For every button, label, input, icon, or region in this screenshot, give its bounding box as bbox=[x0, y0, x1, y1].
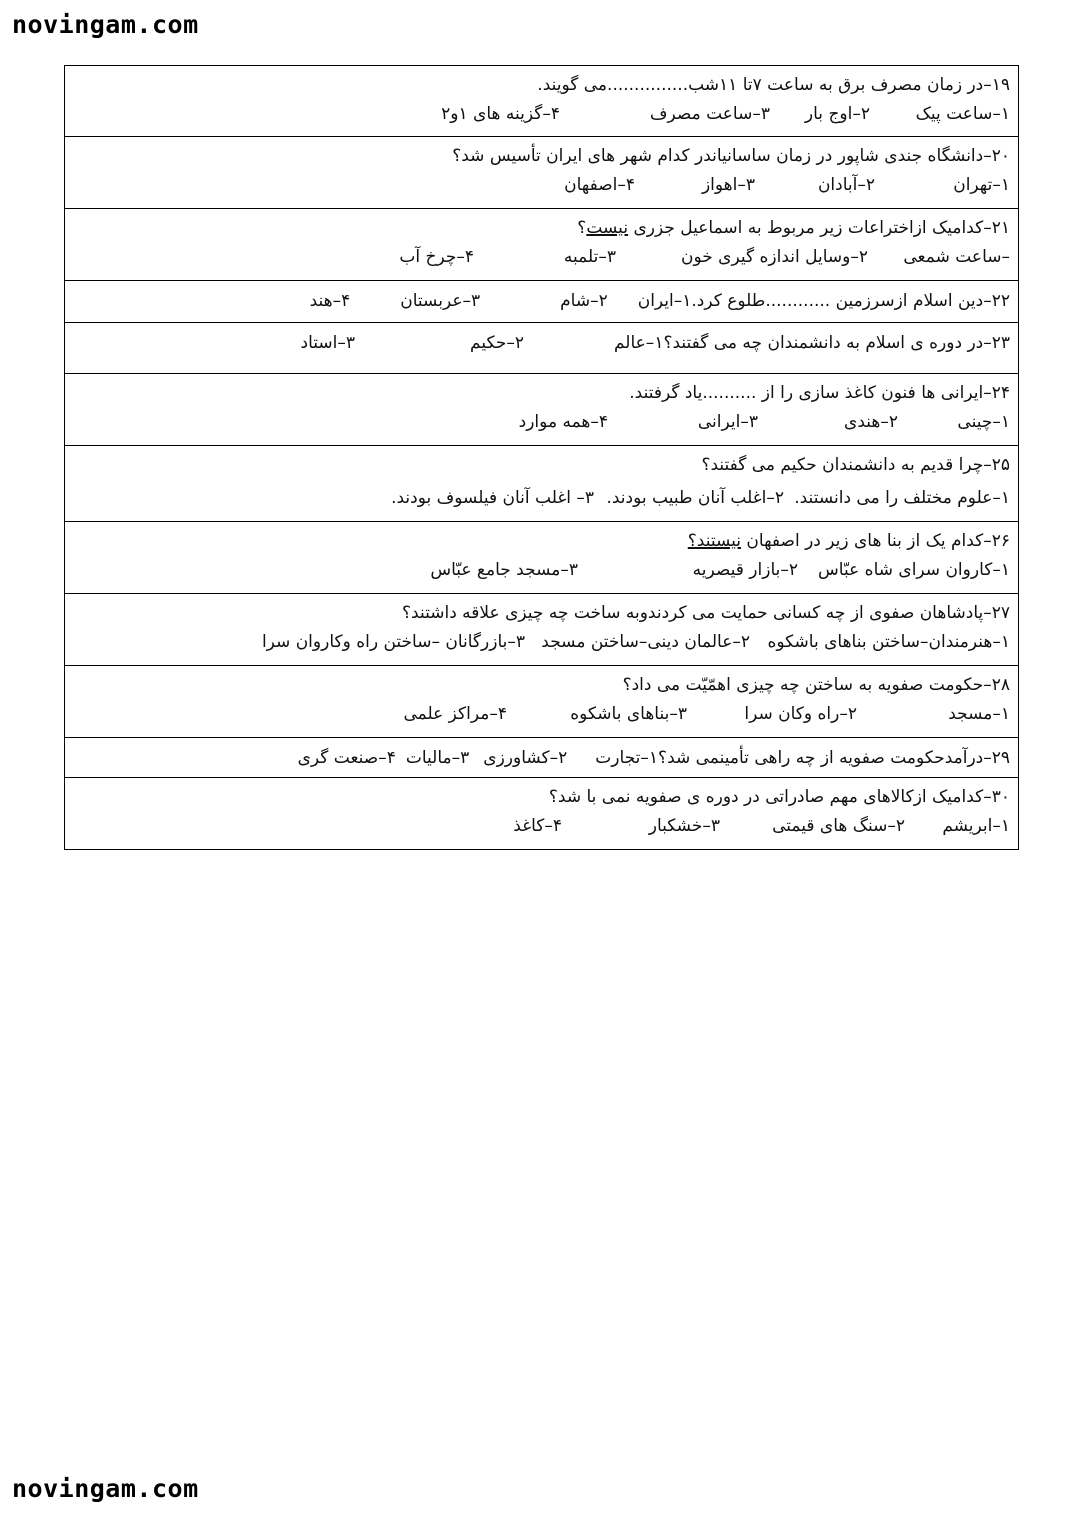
option-2[interactable]: ۲–بازار قیصریه bbox=[692, 560, 798, 580]
option-4[interactable]: ۴–چرخ آب bbox=[399, 247, 474, 267]
options-row bbox=[73, 811, 1010, 841]
question-text bbox=[73, 527, 1010, 555]
options-row bbox=[73, 699, 1010, 729]
question-30 bbox=[65, 778, 1018, 849]
question-19 bbox=[65, 66, 1018, 137]
option-2[interactable]: ۲–عالمان دینی–ساختن مسجد bbox=[541, 632, 750, 652]
option-2[interactable]: ۲–سنگ های قیمتی bbox=[772, 816, 905, 836]
option-1[interactable]: –ساعت شمعی bbox=[903, 247, 1010, 267]
question-text-end: ؟ bbox=[577, 218, 587, 238]
question-text: ۲۰–دانشگاه جندی شاپور در زمان ساسانیاندر کدام شهر های ایران تأسیس شد؟ bbox=[452, 146, 1010, 166]
question-text: ۱۹–در زمان مصرف برق به ساعت ۷تا ۱۱شب...............می گویند. bbox=[537, 75, 1010, 95]
option-3[interactable]: ۳–ساعت مصرف bbox=[649, 104, 770, 124]
option-3[interactable]: ۳–مالیات bbox=[405, 748, 470, 768]
option-4[interactable]: ۴–صنعت گری bbox=[297, 748, 396, 768]
underlined-word: نیست bbox=[586, 218, 629, 238]
option-2[interactable]: ۲–اغلب آنان طبیب بودند. bbox=[606, 488, 784, 508]
question-28 bbox=[65, 666, 1018, 738]
question-text: ۲۳–در دوره ی اسلام به دانشمندان چه می گفتند؟۱–عالم bbox=[613, 333, 1010, 353]
question-25 bbox=[65, 446, 1018, 522]
option-1[interactable]: ۱–هنرمندان–ساختن بناهای باشکوه bbox=[767, 632, 1010, 652]
option-2[interactable]: ۲–راه وکان سرا bbox=[744, 704, 857, 724]
option-1[interactable]: ۱–ابریشم bbox=[942, 816, 1010, 836]
question-line bbox=[73, 286, 1010, 316]
option-4[interactable]: ۴–گزینه های ۱و۲ bbox=[441, 104, 560, 124]
question-line bbox=[73, 328, 1010, 358]
option-1[interactable]: ۱–علوم مختلف را می دانستند. bbox=[794, 488, 1010, 508]
option-3[interactable]: ۳–اهواز bbox=[701, 175, 755, 195]
question-text: ۲۵–چرا قدیم به دانشمندان حکیم می گفتند؟ bbox=[701, 455, 1010, 475]
question-21 bbox=[65, 209, 1018, 281]
option-4[interactable]: ۴–کاغذ bbox=[513, 816, 562, 836]
option-2[interactable]: ۲–شام bbox=[560, 291, 608, 311]
options-row bbox=[73, 242, 1010, 272]
option-4[interactable]: ۴–هند bbox=[309, 291, 351, 311]
option-2[interactable]: ۲–کشاورزی bbox=[483, 748, 568, 768]
option-2[interactable]: ۲–اوج بار bbox=[804, 104, 870, 124]
option-1[interactable]: ۱–چینی bbox=[957, 412, 1010, 432]
question-text: ۲۸–حکومت صفویه به ساختن چه چیزی اهمّیّت می داد؟ bbox=[622, 675, 1010, 695]
options-row bbox=[73, 627, 1010, 657]
option-3[interactable]: ۳–ایرانی bbox=[697, 412, 758, 432]
question-24 bbox=[65, 374, 1018, 446]
option-1[interactable]: ۱–مسجد bbox=[948, 704, 1010, 724]
options-row bbox=[73, 99, 1010, 129]
option-2[interactable]: ۲–آبادان bbox=[817, 175, 875, 195]
question-text: ۲۹–درآمدحکومت صفویه از چه راهی تأمینمی شد؟۱–تجارت bbox=[595, 748, 1010, 768]
option-3[interactable]: ۳–بازرگانان –ساختن راه وکاروان سرا bbox=[261, 632, 525, 652]
option-3[interactable]: ۳–بناهای باشکوه bbox=[570, 704, 687, 724]
option-4[interactable]: ۴–مراکز علمی bbox=[403, 704, 507, 724]
watermark-bottom: novingam.com bbox=[12, 1474, 199, 1503]
options-row bbox=[73, 407, 1010, 437]
option-1[interactable]: ۱–ساعت پیک bbox=[915, 104, 1010, 124]
options-row bbox=[73, 170, 1010, 200]
question-26 bbox=[65, 522, 1018, 594]
question-text: ۲۷–پادشاهان صفوی از چه کسانی حمایت می کردندوبه ساخت چه چیزی علاقه داشتند؟ bbox=[402, 603, 1010, 623]
option-3[interactable]: ۳–استاد bbox=[300, 333, 355, 353]
option-2[interactable]: ۲–حکیم bbox=[470, 333, 524, 353]
question-22 bbox=[65, 281, 1018, 323]
option-3[interactable]: ۳–مسجد جامع عبّاس bbox=[430, 560, 578, 580]
option-4[interactable]: ۴–اصفهان bbox=[564, 175, 635, 195]
question-text: ۲۲–دین اسلام ازسرزمین ............طلوع کرد.۱–ایران bbox=[637, 291, 1010, 311]
option-2[interactable]: ۲–وسایل اندازه گیری خون bbox=[681, 247, 868, 267]
question-27 bbox=[65, 594, 1018, 666]
option-1[interactable]: ۱–تهران bbox=[953, 175, 1010, 195]
question-text-part: ۲۱–کدامیک ازاختراعات زیر مربوط به اسماعیل جزری bbox=[628, 218, 1010, 238]
question-20 bbox=[65, 137, 1018, 209]
underlined-word: نیستند؟ bbox=[687, 531, 741, 551]
option-4[interactable]: ۴–همه موارد bbox=[518, 412, 608, 432]
option-3[interactable]: ۳– اغلب آنان فیلسوف بودند. bbox=[391, 488, 594, 508]
question-23 bbox=[65, 323, 1018, 374]
option-3[interactable]: ۳–عربستان bbox=[400, 291, 481, 311]
question-text: ۲۴–ایرانی ها فنون کاغذ سازی را از ..........یاد گرفتند. bbox=[629, 383, 1010, 403]
option-3[interactable]: ۳–تلمبه bbox=[563, 247, 616, 267]
options-row bbox=[73, 483, 1010, 513]
watermark-top: novingam.com bbox=[12, 10, 199, 39]
question-text-part: ۲۶–کدام یک از بنا های زیر در اصفهان bbox=[741, 531, 1010, 551]
question-text: ۳۰–کدامیک ازکالاهای مهم صادراتی در دوره ی صفویه نمی با شد؟ bbox=[548, 787, 1010, 807]
question-text bbox=[73, 214, 1010, 242]
question-line bbox=[73, 743, 1010, 773]
question-29 bbox=[65, 738, 1018, 778]
question-table bbox=[64, 65, 1019, 850]
option-3[interactable]: ۳–خشکبار bbox=[648, 816, 720, 836]
options-row bbox=[73, 555, 1010, 585]
option-2[interactable]: ۲–هندی bbox=[844, 412, 898, 432]
option-1[interactable]: ۱–کاروان سرای شاه عبّاس bbox=[818, 560, 1010, 580]
